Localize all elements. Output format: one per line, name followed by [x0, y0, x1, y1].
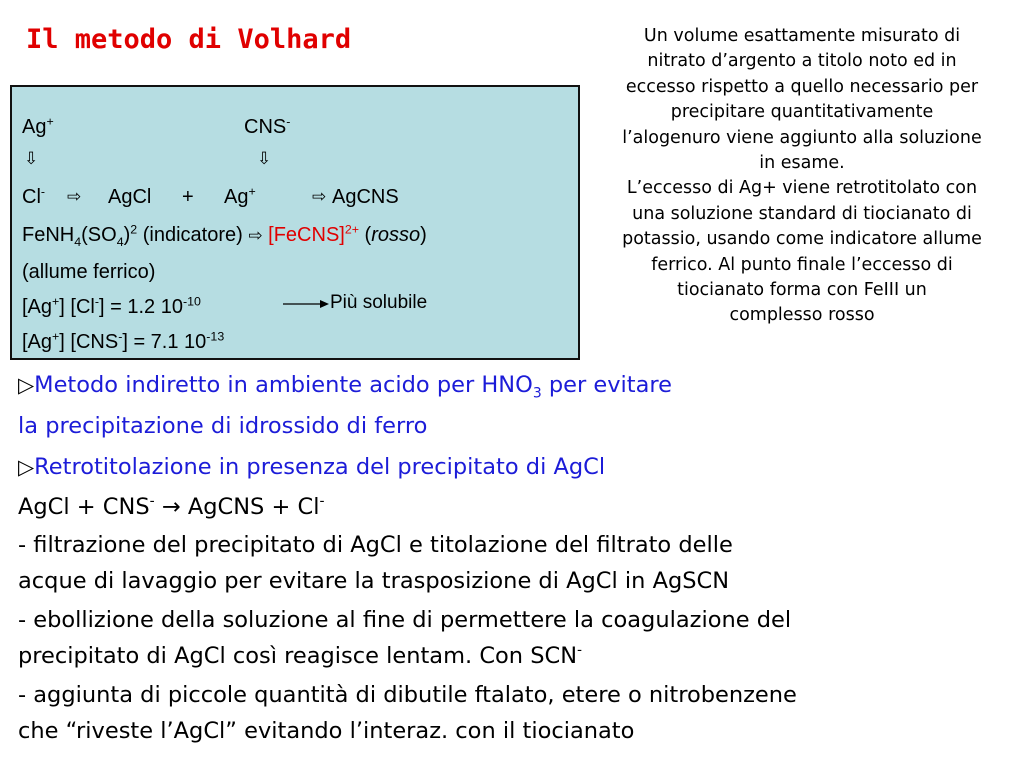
bullet-indirect-method: ▷Metodo indiretto in ambiente acido per $HNO_3$ per evitare — [18, 372, 673, 402]
agcl-product: AgCl — [108, 186, 152, 208]
plus-sign: + — [182, 186, 194, 208]
silver-ion: Ag+ — [224, 184, 256, 208]
solubility-arrow-icon — [282, 297, 330, 311]
right-arrow-icon: ⇨ — [248, 226, 263, 246]
chloride-ion: Cl- — [22, 184, 46, 208]
ksp-agcl: [Ag+] [Cl-] = 1.2 $10^{-10}$ — [22, 294, 201, 318]
note-line: potassio, usando come indicatore allume — [622, 229, 982, 250]
note-line: precipitare quantitativamente — [670, 102, 934, 123]
note-line: una soluzione standard di tiocianato di — [632, 203, 972, 224]
triangle-bullet-icon: ▷ — [18, 373, 35, 397]
slide-body — [18, 366, 1018, 753]
note-line: complesso rosso — [729, 305, 875, 326]
list-item: - ebollizione della soluzione al fine di permettere la coagulazione del precipitato di AgCl così reagisce lentam. Con SCN- — [18, 607, 792, 669]
indicator-formula: $FeNH_4(SO_4)^2$ (indicatore) ⇨ [FeCNS]$^{2+}$ (rosso) — [22, 222, 427, 249]
allume-ferrico-label: (allume ferrico) — [22, 261, 156, 283]
silver-ion: Ag+ — [22, 114, 54, 138]
list-item: - filtrazione del precipitato di AgCl e titolazione del filtrato delle acque di lavaggio per evitare la trasposizione di AgCl in AgSCN — [18, 532, 733, 594]
list-item: - aggiunta di piccole quantità di dibutile ftalato, etere o nitrobenzene che “riveste l’AgCl” evitando l’interaz. con il tiocianato — [18, 682, 797, 744]
down-arrow-icon: ⇩ — [257, 149, 272, 169]
note-line: tiocianato forma con FeIII un — [677, 280, 927, 301]
slide-title: Il metodo di Volhard — [26, 24, 352, 55]
piu-solubile-label: Più solubile — [330, 292, 428, 313]
right-arrow-icon: ⇨ — [312, 187, 327, 207]
fecns-complex: [FeCNS]$^{2+}$ — [268, 222, 359, 246]
method-description — [588, 24, 1016, 329]
down-arrow-icon: ⇩ — [24, 149, 39, 169]
reaction-box — [10, 85, 580, 360]
right-arrow-icon: ⇨ — [67, 187, 82, 207]
note-line: ferrico. Al punto finale l’eccesso di — [651, 254, 953, 275]
note-line: l’alogenuro viene aggiunto alla soluzione — [622, 127, 982, 148]
note-line: Un volume esattamente misurato di — [643, 26, 961, 46]
agcns-product: AgCNS — [332, 186, 399, 208]
bullet-continuation: la precipitazione di idrossido di ferro — [18, 413, 428, 439]
reaction-equation: AgCl + CNS- → AgCNS + Cl- — [18, 493, 325, 520]
note-line: eccesso rispetto a quello necessario per — [625, 76, 979, 97]
ksp-agcns: [Ag+] [CNS-] = 7.1 $10^{-13}$ — [22, 329, 225, 353]
note-line: in esame. — [759, 153, 845, 174]
note-line: nitrato d’argento a titolo noto ed in — [647, 51, 957, 72]
bullet-back-titration: ▷Retrotitolazione in presenza del precipitato di AgCl — [18, 454, 606, 480]
note-line: L’eccesso di Ag+ viene retrotitolato con — [626, 178, 978, 199]
triangle-bullet-icon: ▷ — [18, 455, 35, 479]
thiocyanate-ion: CNS- — [244, 114, 291, 138]
